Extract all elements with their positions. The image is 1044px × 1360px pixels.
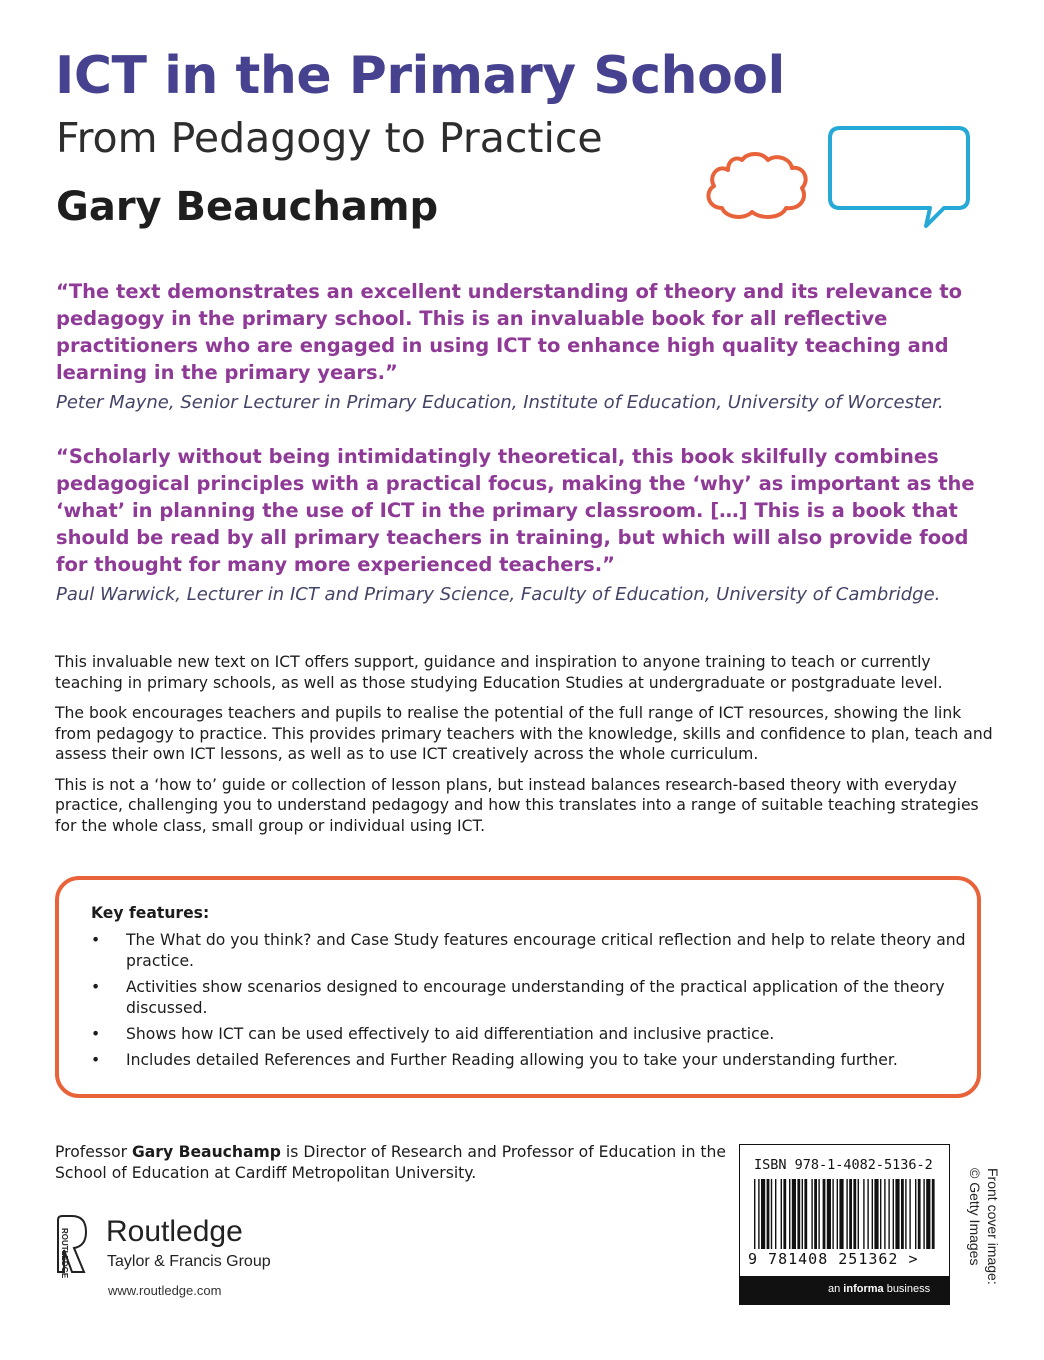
review-quote-1: “The text demonstrates an excellent understanding of theory and its relevance to pedagogy in the primary school. This is an invaluable book for all reflective practitioners who are engaged in using ICT to enhance high quality teaching and learning in the primary years.” bbox=[56, 280, 963, 384]
review-quote-2: “Scholarly without being intimidatingly theoretical, this book skilfully combines pedagogical principles with a practical focus, making the ‘why’ as important as the ‘what’ in planning the use of ICT in the primary classroom. […] This is a book that should be read by all primary teachers in training, but which will also provide food for thought for many more experienced teachers.” bbox=[56, 445, 975, 576]
bio-text: is Director of Research and Professor of Education in the School of Education at Cardiff Metropolitan University. bbox=[55, 1143, 727, 1182]
bio-prefix: Professor bbox=[55, 1143, 132, 1161]
list-item bbox=[91, 977, 971, 1019]
book-description bbox=[55, 652, 995, 846]
feature-text: Activities show scenarios designed to encourage understanding of the practical application of the theory discussed. bbox=[126, 978, 945, 1017]
list-item bbox=[91, 930, 971, 972]
bio-author-name: Gary Beauchamp bbox=[131, 1143, 281, 1161]
key-features-title: Key features: bbox=[91, 904, 210, 922]
isbn-barcode bbox=[739, 1144, 950, 1305]
description-paragraph: This is not a ‘how to’ guide or collection of lesson plans, but instead balances research-based theory with everyday practice, challenging you to understand pedagogy and how this translates into a range of suitable teaching strategies for the whole class, small group or individual using ICT. bbox=[55, 775, 979, 835]
publisher-url: www.routledge.com bbox=[108, 1283, 222, 1298]
list-item bbox=[91, 1024, 971, 1045]
feature-text: Shows how ICT can be used effectively to aid differentiation and inclusive practice. bbox=[126, 1025, 775, 1043]
feature-text: Includes detailed References and Further Reading allowing you to take your understanding further. bbox=[126, 1051, 898, 1069]
author-bio bbox=[55, 1142, 735, 1184]
feature-text: The What do you think? and Case Study features encourage critical reflection and help to relate theory and practice. bbox=[126, 931, 966, 970]
book-author: Gary Beauchamp bbox=[56, 184, 439, 230]
cover-credit-line-1: Front cover image: bbox=[985, 1168, 1001, 1285]
speech-bubble-icon bbox=[830, 128, 968, 226]
description-paragraph: The book encourages teachers and pupils to realise the potential of the full range of ICT resources, showing the link from pedagogy to practice. This provides primary teachers with the knowledge, skills and confidence to plan, teach and assess their own ICT lessons, as well as to use ICT creatively across the whole curriculum. bbox=[55, 704, 993, 763]
list-item bbox=[91, 1050, 971, 1071]
review-attribution-1: Peter Mayne, Senior Lecturer in Primary Education, Institute of Education, University of Worcester. bbox=[56, 392, 944, 413]
speech-bubbles-graphic bbox=[700, 122, 975, 232]
publisher-name: Routledge bbox=[106, 1215, 243, 1248]
routledge-logo-icon bbox=[52, 1212, 98, 1278]
logo-mark-text: ROUTLEDGE bbox=[60, 1228, 69, 1278]
publisher-group: Taylor & Francis Group bbox=[107, 1253, 271, 1270]
informa-strip bbox=[740, 1276, 949, 1304]
book-subtitle: From Pedagogy to Practice bbox=[56, 114, 603, 162]
key-features-box bbox=[55, 876, 981, 1098]
key-features-list bbox=[91, 930, 971, 1076]
description-paragraph: This invaluable new text on ICT offers support, guidance and inspiration to anyone training to teach or currently teaching in primary schools, as well as those studying Education Studies at undergraduate or postgraduate level. bbox=[55, 653, 943, 692]
book-title: ICT in the Primary School bbox=[55, 46, 785, 106]
bullet-icon: • bbox=[91, 1051, 101, 1069]
barcode-bars bbox=[754, 1179, 938, 1249]
barcode-digits: 9 781408 251362 > bbox=[748, 1250, 919, 1268]
informa-tagline: an informa business bbox=[828, 1283, 931, 1295]
cover-credit-line-2: © Getty Images bbox=[967, 1168, 983, 1266]
bullet-icon: • bbox=[91, 931, 101, 949]
bullet-icon: • bbox=[91, 1025, 101, 1043]
review-attribution-2: Paul Warwick, Lecturer in ICT and Primary Science, Faculty of Education, University of Cambridge. bbox=[56, 584, 941, 605]
bullet-icon: • bbox=[91, 978, 101, 996]
thought-bubble-icon bbox=[708, 154, 805, 217]
isbn-label: ISBN 978-1-4082-5136-2 bbox=[754, 1157, 933, 1173]
